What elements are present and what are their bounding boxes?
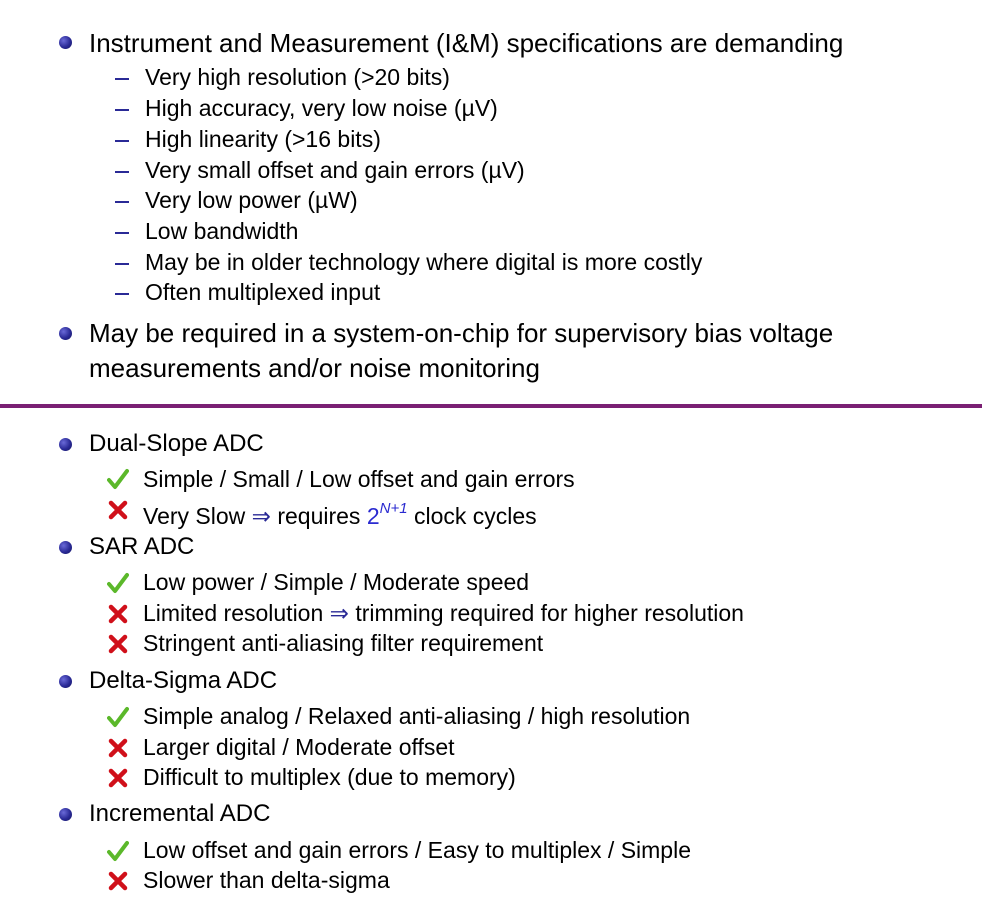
cross-icon xyxy=(107,603,129,625)
section-divider xyxy=(0,404,982,408)
bullet-icon xyxy=(59,36,72,49)
sar-pro-1: Low power / Simple / Moderate speed xyxy=(143,569,530,595)
dual-slope-con-1 xyxy=(143,494,537,531)
dual-slope-con-1-b: requires xyxy=(277,503,361,529)
cross-icon xyxy=(107,633,129,655)
sar-con-1 xyxy=(143,598,744,628)
main-bullet-2-line-2: measurements and/or noise monitoring xyxy=(89,353,540,383)
dash-icon xyxy=(115,293,129,295)
cross-icon xyxy=(107,499,129,521)
dual-slope-title: Dual-Slope ADC xyxy=(89,430,264,457)
dual-slope-con-1-a: Very Slow xyxy=(143,503,246,529)
incremental-con-1: Slower than delta-sigma xyxy=(143,867,390,893)
cross-icon xyxy=(107,737,129,759)
main-bullet-2-line-1: May be required in a system-on-chip for supervisory bias voltage xyxy=(89,318,834,348)
delta-sigma-pro-1: Simple analog / Relaxed anti-aliasing / high resolution xyxy=(143,703,691,729)
bullet-icon xyxy=(59,675,72,688)
incremental-pro-1: Low offset and gain errors / Easy to multiplex / Simple xyxy=(143,837,692,863)
formula-base: 2 xyxy=(366,503,380,529)
cross-icon xyxy=(107,870,129,892)
check-icon xyxy=(107,468,129,490)
sub-item-5: Very low power (µW) xyxy=(145,187,358,213)
dash-icon xyxy=(115,140,129,142)
dual-slope-pro-1: Simple / Small / Low offset and gain errors xyxy=(143,466,575,492)
check-icon xyxy=(107,840,129,862)
dash-icon xyxy=(115,78,129,80)
delta-sigma-title: Delta-Sigma ADC xyxy=(89,667,278,694)
sar-con-2: Stringent anti-aliasing filter requirement xyxy=(143,630,544,656)
sub-item-3: High linearity (>16 bits) xyxy=(145,126,381,152)
sar-con-1-b: trimming required for higher resolution xyxy=(355,600,744,626)
check-icon xyxy=(107,572,129,594)
delta-sigma-con-2: Difficult to multiplex (due to memory) xyxy=(143,764,516,790)
sub-item-8: Often multiplexed input xyxy=(145,279,381,305)
dash-icon xyxy=(115,201,129,203)
sub-item-7: May be in older technology where digital is more costly xyxy=(145,249,703,275)
sub-item-6: Low bandwidth xyxy=(145,218,299,244)
top-panel xyxy=(0,0,982,404)
bullet-icon xyxy=(59,438,72,451)
cross-icon xyxy=(107,767,129,789)
clock-cycles-formula xyxy=(366,500,408,529)
sub-item-4: Very small offset and gain errors (µV) xyxy=(145,157,525,183)
sar-title: SAR ADC xyxy=(89,533,195,560)
sub-item-2: High accuracy, very low noise (µV) xyxy=(145,95,498,121)
dash-icon xyxy=(115,232,129,234)
check-icon xyxy=(107,706,129,728)
incremental-title: Incremental ADC xyxy=(89,800,271,827)
implies-icon: ⇒ xyxy=(251,503,271,529)
main-bullet-1: Instrument and Measurement (I&M) specifications are demanding xyxy=(89,28,844,58)
dash-icon xyxy=(115,109,129,111)
bullet-icon xyxy=(59,541,72,554)
dash-icon xyxy=(115,263,129,265)
bullet-icon xyxy=(59,808,72,821)
formula-exponent: N+1 xyxy=(379,500,408,517)
dual-slope-con-1-c: clock cycles xyxy=(413,503,537,529)
sub-item-1: Very high resolution (>20 bits) xyxy=(145,64,450,90)
implies-icon: ⇒ xyxy=(329,600,349,626)
delta-sigma-con-1: Larger digital / Moderate offset xyxy=(143,734,455,760)
bottom-panel xyxy=(0,410,982,917)
dash-icon xyxy=(115,171,129,173)
bullet-icon xyxy=(59,327,72,340)
sar-con-1-a: Limited resolution xyxy=(143,600,324,626)
